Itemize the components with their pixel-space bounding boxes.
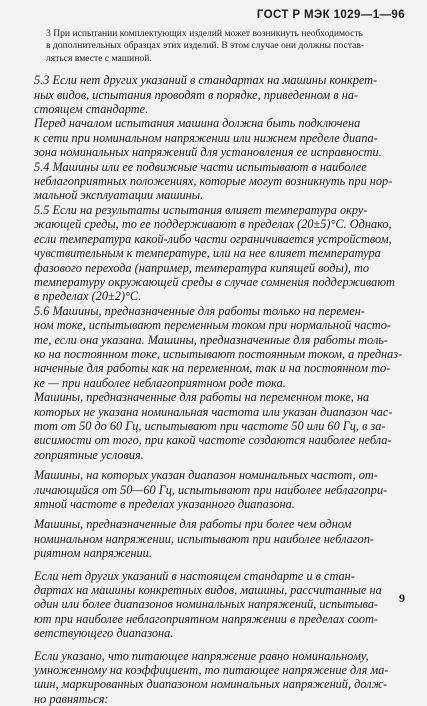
clause-5-3-continued <box>34 116 402 159</box>
text-line: Если нет других указаний в настоящем стандарте и в стан- <box>34 568 355 583</box>
text-line: дартах на машины конкретных видов, машины, рассчитанные на <box>34 583 382 598</box>
clause-5-6 <box>34 304 402 390</box>
clause-5-5 <box>34 203 402 304</box>
text-line: 3 При испытании комплектующих изделий может возникнуть необходимость <box>46 28 363 39</box>
clause-5-3 <box>34 73 402 116</box>
text-line: ных видов, испытания проводят в порядке, приведенном в на- <box>34 87 359 102</box>
text-line: умноженному на коэффициент, то питающее напряжение для ма- <box>34 663 389 678</box>
text-line: к сети при номинальном напряжении или нижнем пределе диапа- <box>34 130 378 145</box>
text-line: мальной эксплуатации машины. <box>34 188 204 203</box>
text-line: 5.5 Если на результаты испытания влияет температура окру- <box>34 202 368 217</box>
clause-5-4 <box>34 160 402 203</box>
text-line: если температура какой-либо части ограничивается устройством, <box>34 231 392 246</box>
text-line: ятной частоте в пределах указанного диапазона. <box>34 497 295 511</box>
text-line: те, если она указана. Машины, предназначенные для работы толь- <box>34 332 389 347</box>
text-line: наченные для работы как на переменном, так и на постоянном то- <box>34 361 391 376</box>
text-line: которых не указана номинальная частота или указан диапазон час- <box>34 404 393 419</box>
text-line: Машины, на которых указан диапазон номинальных частот, от- <box>34 468 378 483</box>
text-line: Машины, предназначенные для работы на переменном токе, на <box>34 390 370 405</box>
clause-5-6-voltage <box>34 517 402 560</box>
clause-5-6-frequency-range <box>34 468 402 511</box>
text-line: Если указано, что питающее напряжение равно номинальному, <box>34 648 369 663</box>
text-line: один или более диапазонов номинальных напряжений, испытыва- <box>34 597 379 612</box>
text-line: в дополнительных образцах этих изделий. В этом случае они должны постав- <box>46 40 365 52</box>
text-line: Перед началом испытания машина должна быть подключена <box>34 116 361 131</box>
text-line: фазового перехода (например, температура кипящей воды), то <box>34 260 370 275</box>
text-line: ко на постоянном токе, испытывают постоянным током, а предназ- <box>34 346 403 361</box>
text-line: в пределах (20±2)°С. <box>34 289 142 304</box>
text-line: ке — при наиболее неблагоприятном роде тока. <box>34 375 286 390</box>
text-line: тот от 50 до 60 Гц, испытывают при частоте 50 или 60 Гц, в за- <box>34 418 386 433</box>
text-line: Машины, предназначенные для работы при более чем одном <box>34 517 352 532</box>
text-line: стоящем стандарте. <box>34 102 149 117</box>
text-line: ляться вместе с машиной. <box>46 52 152 64</box>
text-line: висимости от того, при какой частоте создаются наиболее небла- <box>34 433 392 448</box>
standard-header: ГОСТ Р МЭК 1029—1—96 <box>256 9 405 21</box>
text-line: 5.3 Если нет других указаний в стандартах на машины конкрет- <box>34 73 378 88</box>
document-body <box>34 28 402 706</box>
text-line: личающийся от 50—60 Гц, испытывают при наиболее неблагопри- <box>34 482 388 497</box>
clause-5-6-voltage-range <box>34 569 402 641</box>
text-line: чувствительным к температуре, или на нее влияет температура <box>34 246 381 261</box>
text-line: ном токе, испытывают переменным током при нормальной часто- <box>34 318 392 333</box>
clause-5-6-voltage-factor <box>34 649 402 706</box>
text-line: номинальном напряжении, испытывают при наиболее неблагоп- <box>34 531 374 546</box>
text-line: ют при наиболее неблагоприятном напряжении в пределах соот- <box>34 611 378 626</box>
text-line: но равняться: <box>34 691 109 706</box>
page-number: 9 <box>399 591 405 605</box>
text-line: неблагоприятных положениях, которые могут возникнуть при нор- <box>34 174 393 189</box>
text-line: риятном напряжении. <box>34 546 152 561</box>
text-line: шин, маркированных диапазоном номинальных напряжений, долж- <box>34 677 388 692</box>
text-line: температуру окружающей среды в случае сомнения поддерживают <box>34 274 395 289</box>
note-paragraph <box>34 28 402 65</box>
text-line: 5.6 Машины, предназначенные для работы только на перемен- <box>34 303 365 318</box>
text-line: ветствующего диапазона. <box>34 626 174 641</box>
text-line: жающей среды, то ее поддерживают в пределах (20±5)°С. Однако, <box>34 217 392 232</box>
text-line: гоприятные условия. <box>34 447 144 462</box>
text-line: 5.4 Машины или ее подвижные части испытывают в наиболее <box>34 159 367 174</box>
clause-5-6-frequency <box>34 390 402 462</box>
text-line: зона номинальных напряжений для установления ее исправности. <box>34 145 382 160</box>
